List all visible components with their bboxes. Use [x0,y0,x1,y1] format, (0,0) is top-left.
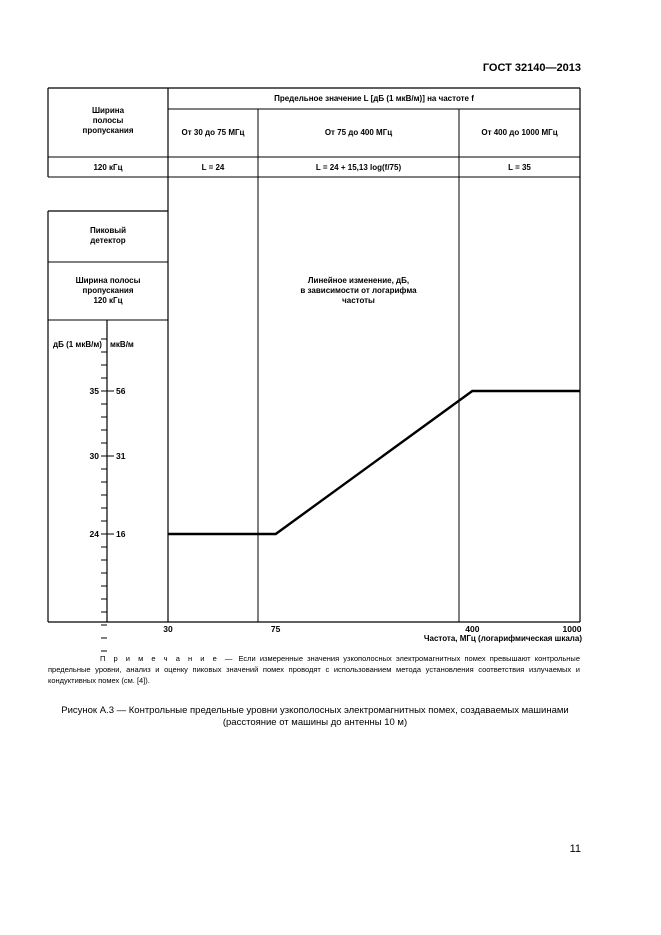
x-tick-label: 400 [465,624,480,634]
limit-header: Предельное значение L [дБ (1 мкВ/м)] на частоте f [274,94,474,103]
uv-tick-label: 31 [116,451,126,461]
note-prefix: П р и м е ч а н и е — [100,654,235,663]
range-30-75: От 30 до 75 МГц [181,128,245,137]
bandwidth-value: 120 кГц [93,163,123,172]
caption-line-2: (расстояние от машины до антенны 10 м) [222,717,408,728]
figure-caption [30,705,600,729]
x-tick-label: 75 [270,624,281,634]
range-400-1000: От 400 до 1000 МГц [481,128,558,137]
unit-label-uv: мкВ/м [110,340,134,349]
x-tick-label: 30 [163,624,173,634]
bandwidth-header: Ширина полосы пропускания [82,106,134,135]
x-tick-label: 1000 [562,624,582,634]
unit-label-db: дБ (1 мкВ/м) [53,340,102,349]
limit-line [168,391,580,534]
db-tick-label: 35 [89,386,99,396]
db-tick-label: 24 [89,529,99,539]
page-number: 11 [569,843,581,855]
limit-30-75: L = 24 [201,163,225,172]
standard-header: ГОСТ 32140—2013 [482,62,581,74]
x-tick-labels [163,624,581,634]
range-75-400: От 75 до 400 МГц [324,128,393,137]
db-tick-label: 30 [89,451,99,461]
limit-400-1000: L = 35 [508,163,531,172]
uv-tick-label: 56 [116,386,126,396]
uv-tick-label: 16 [116,529,126,539]
caption-line-1: Рисунок А.3 — Контрольные предельные уровни узкополосных электромагнитных помех, создаваемых машинами [61,705,569,716]
bandwidth-label: Ширина полосы пропускания 120 кГц [75,276,141,305]
linear-change-note: Линейное изменение, дБ, в зависимости от логарифма частоты [300,276,417,305]
scale-tick-labels [90,386,126,539]
limit-75-400: L = 24 + 15,13 log(f/75) [315,163,402,172]
x-axis-label: Частота, МГц (логарифмическая шкала) [423,634,582,643]
note-text: Если измеренные значения узкополосных электромагнитных помех превышают контрольные предельные уровни, анализ и оценку пиковых значений помех проводят с использованием метода установления соответствия излучаемых и кондуктивных помех (см. [4]). [48,654,580,685]
detector-label: Пиковый детектор [89,226,127,245]
note [48,653,580,686]
